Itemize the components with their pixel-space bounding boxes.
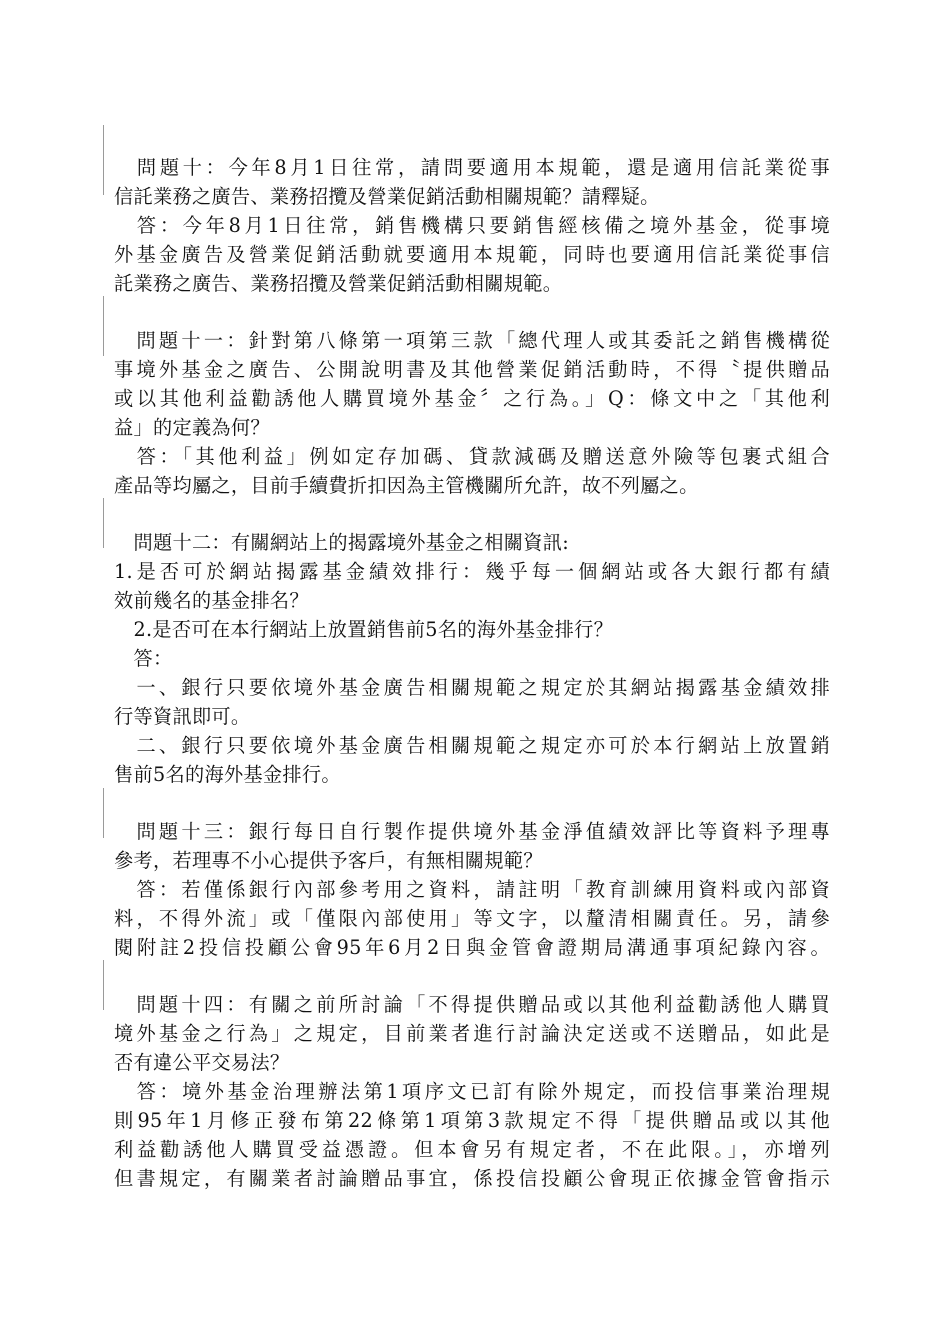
question-11-line: 事境外基金之廣告、公開說明書及其他營業促銷活動時，不得〝提供贈品: [114, 358, 830, 381]
revision-bar: [103, 296, 104, 356]
answer-13-line: 答：若僅係銀行內部參考用之資料，請註明「教育訓練用資料或內部資: [114, 878, 830, 901]
question-14-line: 問題十四：有關之前所討論「不得提供贈品或以其他利益勸誘他人購買: [114, 993, 830, 1016]
question-12-line: 2.是否可在本行網站上放置銷售前5名的海外基金排行？: [114, 618, 614, 641]
question-14-line: 否有違公平交易法？: [114, 1051, 290, 1074]
answer-12-line: 行等資訊即可。: [114, 705, 251, 728]
answer-11-line: 答：「其他利益」例如定存加碼、貸款減碼及贈送意外險等包裹式組合: [114, 445, 830, 468]
answer-11-line: 產品等均屬之，目前手續費折扣因為主管機關所允許，故不列屬之。: [114, 474, 699, 497]
question-11-line: 問題十一：針對第八條第一項第三款「總代理人或其委託之銷售機構從: [114, 329, 830, 352]
answer-12-line: 答：: [114, 647, 173, 670]
answer-14-line: 但書規定，有關業者討論贈品事宜，係投信投顧公會現正依據金管會指示: [114, 1167, 830, 1190]
answer-13-line: 閱附註2投信投顧公會95年6月2日與金管會證期局溝通事項紀錄內容。: [114, 936, 830, 959]
question-12-line: 1.是否可於網站揭露基金績效排行：幾乎每一個網站或各大銀行都有績: [114, 560, 830, 583]
revision-bar: [103, 788, 104, 838]
question-13-line: 參考，若理專不小心提供予客戶，有無相關規範？: [114, 849, 543, 872]
question-10-line: 信託業務之廣告、業務招攬及營業促銷活動相關規範？請釋疑。: [114, 185, 660, 208]
answer-12-line: 二、銀行只要依境外基金廣告相關規範之規定亦可於本行網站上放置銷: [114, 734, 830, 757]
answer-10-line: 託業務之廣告、業務招攬及營業促銷活動相關規範。: [114, 272, 563, 295]
answer-14-line: 利益勸誘他人購買受益憑證。但本會另有規定者，不在此限。」，亦增列: [114, 1138, 830, 1161]
answer-12-line: 一、銀行只要依境外基金廣告相關規範之規定於其網站揭露基金績效排: [114, 676, 830, 699]
question-10-line: 問題十：今年8月1日往常，請問要適用本規範，還是適用信託業從事: [114, 156, 830, 179]
question-14-line: 境外基金之行為」之規定，目前業者進行討論決定送或不送贈品，如此是: [114, 1022, 830, 1045]
answer-14-line: 答：境外基金治理辦法第1項序文已訂有除外規定，而投信事業治理規: [114, 1080, 830, 1103]
question-12-line: 問題十二：有關網站上的揭露境外基金之相關資訊:: [114, 531, 569, 554]
question-13-line: 問題十三：銀行每日自行製作提供境外基金淨值績效評比等資料予理專: [114, 820, 830, 843]
revision-bar: [103, 498, 104, 548]
answer-10-line: 答：今年8月1日往常，銷售機構只要銷售經核備之境外基金，從事境: [114, 214, 830, 237]
question-11-line: 或以其他利益勸誘他人購買境外基金〞之行為。」Q：條文中之「其他利: [114, 387, 830, 410]
answer-10-line: 外基金廣告及營業促銷活動就要適用本規範，同時也要適用信託業從事信: [114, 243, 830, 266]
revision-bar: [103, 125, 104, 195]
answer-13-line: 料，不得外流」或「僅限內部使用」等文字，以釐清相關責任。另，請參: [114, 907, 830, 930]
revision-bar: [103, 960, 104, 1010]
question-12-line: 效前幾名的基金排名？: [114, 589, 309, 612]
answer-14-line: 則95年1月修正發布第22條第1項第3款規定不得「提供贈品或以其他: [114, 1109, 830, 1132]
answer-12-line: 售前5名的海外基金排行。: [114, 763, 341, 786]
question-11-line: 益」的定義為何？: [114, 416, 270, 439]
